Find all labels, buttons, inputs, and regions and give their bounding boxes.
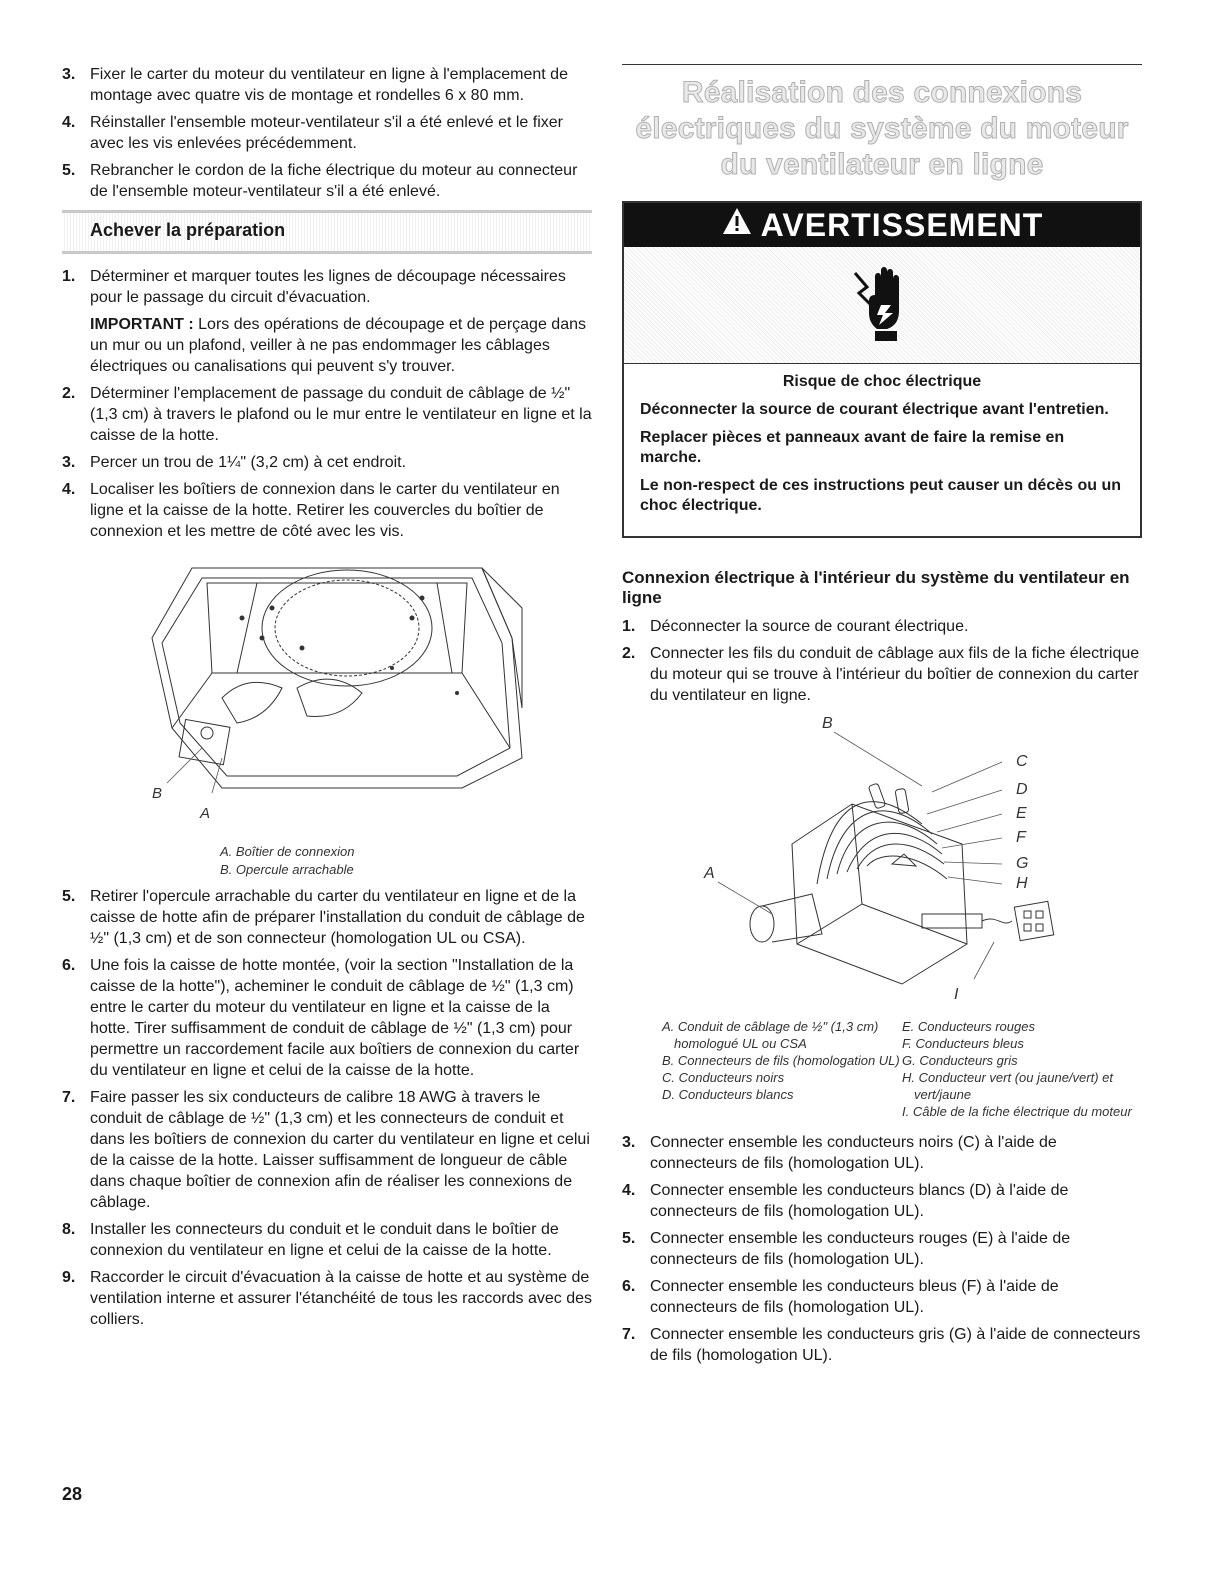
steps-right-a [622, 616, 1142, 706]
callout-label-e: E [1016, 805, 1027, 822]
step-item: 6. Connecter ensemble les conducteurs bleus (F) à l'aide de connecteurs de fils (homologation UL). [622, 1278, 1059, 1316]
warning-triangle-icon [721, 206, 753, 244]
warning-text: Risque de choc électrique Déconnecter la source de courant électrique avant l'entretien. Replacer pièces et panneaux avant de faire la remise en marche. Le non-respect de ces instructions peut causer un décès ou un choc électrique. [624, 364, 1140, 536]
figure1-caption: A. Boîtier de connexion B. Opercule arrachable [220, 844, 355, 877]
step-item: 4. Localiser les boîtiers de connexion dans le carter du ventilateur en ligne et la caisse de la hotte. Retirer les couvercles du boîtier de connexion et les mettre de côté avec les vis. [62, 481, 560, 540]
legend-right: E. Conducteurs rouges F. Conducteurs bleus G. Conducteurs gris H. Conducteur vert (ou jaune/vert) et vert/jaune I. Câble de la fiche électrique du moteur [902, 1019, 1132, 1119]
top-rule [622, 64, 1142, 65]
callout-line [948, 877, 1002, 884]
shock-hazard-area [624, 247, 1140, 364]
warning-title: AVERTISSEMENT [760, 206, 1044, 243]
steps-top-list [62, 64, 592, 202]
step-item: 2. Connecter les fils du conduit de câblage aux fils de la fiche électrique du moteur qui se trouve à l'intérieur du boîtier de connexion du carter du ventilateur en ligne. [622, 645, 1140, 704]
step-item: 7. Connecter ensemble les conducteurs gris (G) à l'aide de connecteurs de fils (homologation UL). [622, 1326, 1141, 1364]
steps-mid-list [62, 266, 592, 542]
callout-label-b: B [152, 785, 163, 802]
callout-line [944, 862, 1002, 864]
section-header-bar [62, 210, 592, 254]
page-number: 28 [62, 1484, 83, 1504]
step-item: 5. Connecter ensemble les conducteurs rouges (E) à l'aide de connecteurs de fils (homologation UL). [622, 1230, 1071, 1268]
steps-bottom-list [62, 886, 592, 1330]
callout-line [718, 882, 772, 914]
callout-label-d: D [1016, 781, 1028, 798]
callout-line [937, 814, 1002, 832]
callout-label-a: A [200, 805, 211, 822]
section-subheading: Connexion électrique à l'intérieur du système du ventilateur en ligne [622, 568, 1130, 607]
callout-label-g: G [1016, 855, 1029, 872]
electric-shock-icon [847, 265, 917, 345]
step-item: 1. Déterminer et marquer toutes les lignes de découpage nécessaires pour le passage du circuit d'évacuation. IMPORTANT : Lors des opérations de découpage et de perçage dans un mur ou un plafond, veiller à ne pas endommager les câblages électriques ou canalisations qui peuvent s'y trouver. [62, 266, 592, 377]
fan-housing-drawing [62, 548, 592, 838]
callout-label-f: F [1016, 829, 1026, 846]
callout-line [974, 942, 994, 979]
step-item: 8. Installer les connecteurs du conduit et le conduit dans le boîtier de connexion du ventilateur en ligne et celui de la caisse de la hotte. [62, 1221, 559, 1259]
callout-line [932, 762, 1002, 792]
step-item: 1. Déconnecter la source de courant électrique. [622, 618, 969, 635]
step-item: 3. Fixer le carter du moteur du ventilateur en ligne à l'emplacement de montage avec quatre vis de montage et rondelles 6 x 80 mm. [62, 66, 568, 104]
figure2-legend [662, 1018, 1142, 1120]
important-note: IMPORTANT : Lors des opérations de découpage et de perçage dans un mur ou un plafond, veiller à ne pas endommager les câblages électriques ou canalisations qui peuvent s'y trouver. [90, 316, 586, 375]
step-item: 2. Déterminer l'emplacement de passage du conduit de câblage de ½" (1,3 cm) à travers le plafond ou le mur entre le ventilateur en ligne et la caisse de la hotte. [62, 385, 592, 444]
step-item: 3. Connecter ensemble les conducteurs noirs (C) à l'aide de connecteurs de fils (homologation UL). [622, 1134, 1057, 1172]
callout-label-b: B [822, 715, 833, 732]
wiring-illustration [622, 714, 1142, 1014]
callout-label-c: C [1016, 753, 1028, 770]
callout-line [167, 748, 202, 783]
right-column [622, 64, 1142, 1372]
callout-label-i: I [954, 986, 959, 1003]
legend-left: A. Conduit de câblage de ½" (1,3 cm) homologué UL ou CSA B. Connecteurs de fils (homologation UL) C. Conducteurs noirs D. Conducteurs blancs [662, 1019, 900, 1102]
callout-line [834, 732, 922, 786]
page-title: Réalisation des connexions électriques du système du moteur du ventilateur en ligne [635, 76, 1129, 181]
step-item: 3. Percer un trou de 1¼" (3,2 cm) à cet endroit. [62, 454, 407, 471]
step-item: 4. Connecter ensemble les conducteurs blancs (D) à l'aide de connecteurs de fils (homologation UL). [622, 1182, 1069, 1220]
step-item: 4. Réinstaller l'ensemble moteur-ventilateur s'il a été enlevé et le fixer avec les vis enlevées précédemment. [62, 114, 563, 152]
step-item: 5. Retirer l'opercule arrachable du carter du ventilateur en ligne et de la caisse de hotte afin de préparer l'installation du conduit de câblage de ½" (1,3 cm) et de son connecteur (homologation UL ou CSA). [62, 888, 585, 947]
section-title: Achever la préparation [90, 220, 286, 240]
step-item: 6. Une fois la caisse de hotte montée, (voir la section "Installation de la caisse de la hotte"), acheminer le conduit de câblage de ½" (1,3 cm) entre le carter du moteur du ventilateur en ligne et la caisse de la hotte. Tirer suffisamment de conduit de câblage de ½" (1,3 cm) pour permettre un raccordement facile aux boîtiers de connexion du carter du ventilateur en ligne et celui de la caisse de la hotte. [62, 957, 580, 1079]
warning-box [622, 201, 1142, 538]
step-item: 5. Rebrancher le cordon de la fiche électrique du moteur au connecteur de l'ensemble moteur-ventilateur s'il a été enlevé. [62, 162, 578, 200]
steps-right-b [622, 1132, 1142, 1366]
wiring-drawing [622, 714, 1142, 1014]
left-column [62, 64, 592, 1336]
callout-label-a: A [704, 865, 715, 882]
fan-housing-illustration [62, 548, 592, 878]
callout-label-h: H [1016, 875, 1028, 892]
step-item: 9. Raccorder le circuit d'évacuation à la caisse de hotte et au système de ventilation interne et assurer l'étanchéité de tous les raccords avec des colliers. [62, 1269, 592, 1328]
step-item: 7. Faire passer les six conducteurs de calibre 18 AWG à travers le conduit de câblage de ½" (1,3 cm) et les connecteurs de conduit et dans les boîtiers de connexion du carter du ventilateur en ligne et celui de la caisse de la hotte. Laisser suffisamment de longueur de câble dans chaque boîtier de connexion afin de réaliser les connexions de câblage. [62, 1089, 590, 1211]
warning-header [624, 203, 1140, 247]
callout-line [927, 790, 1002, 814]
